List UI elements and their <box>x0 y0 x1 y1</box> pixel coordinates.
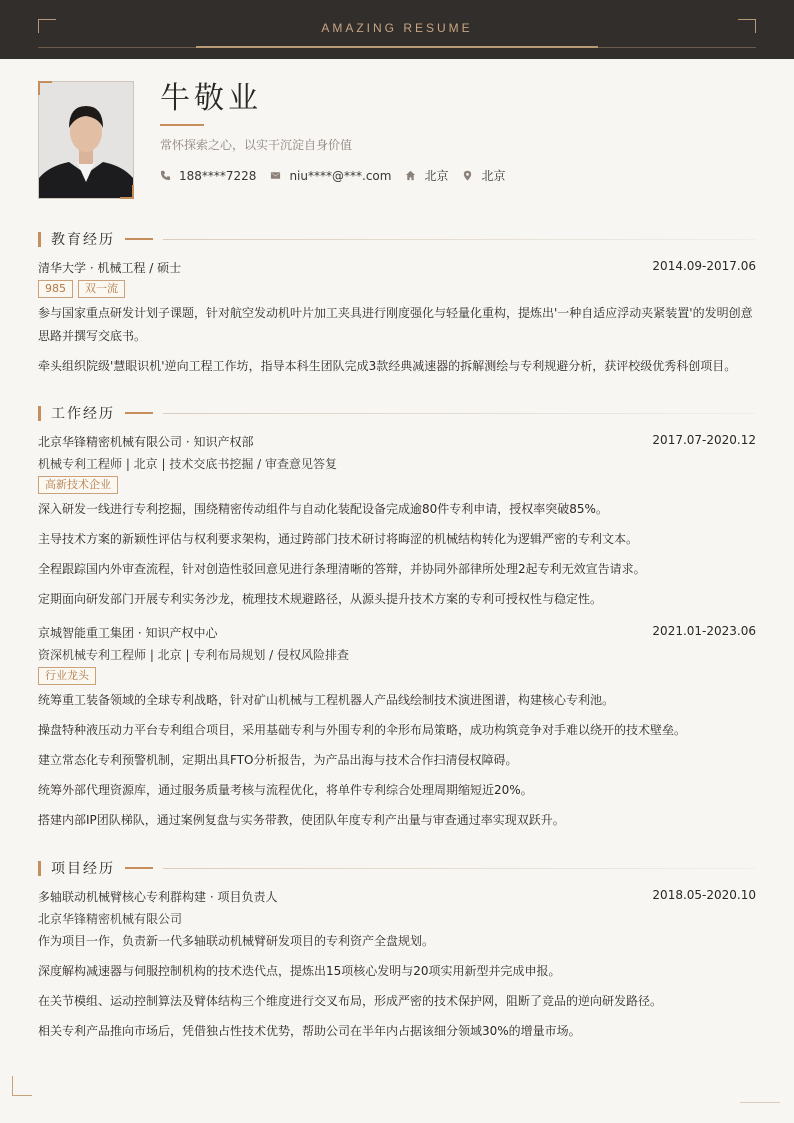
entry-paragraph: 搭建内部IP团队梯队，通过案例复盘与实务带教，使团队年度专利产出量与审查通过率实现双跃升。 <box>38 813 565 827</box>
entry-subtitle: 机械专利工程师 | 北京 | 技术交底书挖掘 / 审查意见答复 <box>38 457 338 471</box>
entry-date: 2021.01-2023.06 <box>652 624 756 638</box>
contact-email <box>270 169 391 183</box>
entry-date: 2018.05-2020.10 <box>652 888 756 902</box>
tag: 985 <box>38 280 73 298</box>
divider-accent <box>196 46 598 48</box>
entry-paragraph: 牵头组织院级'慧眼识机'逆向工程工作坊，指导本科生团队完成3款经典减速器的拆解测绘与专利规避分析，获评校级优秀科创项目。 <box>38 359 737 373</box>
entry-date: 2014.09-2017.06 <box>652 259 756 273</box>
name-underline <box>160 124 204 126</box>
contact-list <box>160 167 519 184</box>
section-title-text: 工作经历 <box>51 406 115 422</box>
entry-header <box>38 433 756 450</box>
section-title-projects <box>38 860 756 876</box>
entry-paragraph: 深度解构减速器与伺服控制机构的技术迭代点，提炼出15项核心发明与20项实用新型并完成申报。 <box>38 964 561 978</box>
brand-title: AMAZING RESUME <box>321 21 473 35</box>
entry-header <box>38 624 756 641</box>
tag-list <box>38 476 123 494</box>
contact-text: 北京 <box>424 169 449 183</box>
contact-home <box>405 167 448 184</box>
entry-paragraph: 参与国家重点研发计划子课题，针对航空发动机叶片加工夹具进行刚度强化与轻量化重构，提炼出'一种自适应浮动夹紧装置'的发明创意思路并撰写交底书。 <box>38 306 753 343</box>
corner-decoration <box>120 185 134 199</box>
section-title-education <box>38 231 756 247</box>
corner-decoration <box>12 1076 32 1096</box>
section-title-text: 项目经历 <box>51 861 115 877</box>
entry-paragraph: 深入研发一线进行专利挖掘，围绕精密传动组件与自动化装配设备完成逾80件专利申请，授权率突破85%。 <box>38 502 608 516</box>
tag-list <box>38 280 130 298</box>
tagline: 常怀探索之心，以实干沉淀自身价值 <box>160 138 353 152</box>
avatar <box>38 81 134 199</box>
entry-paragraph: 统筹重工装备领域的全球专利战略，针对矿山机械与工程机器人产品线绘制技术演进图谱，构建核心专利池。 <box>38 693 615 707</box>
entry-subtitle: 北京华锋精密机械有限公司 <box>38 912 183 926</box>
tag: 行业龙头 <box>38 667 96 685</box>
tag: 双一流 <box>78 280 125 298</box>
phone-icon <box>160 170 171 181</box>
entry-paragraph: 在关节模组、运动控制算法及臂体结构三个维度进行交叉布局，形成严密的技术保护网，阻断了竞品的逆向研发路径。 <box>38 994 663 1008</box>
tag: 高新技术企业 <box>38 476 118 494</box>
header-bar <box>0 0 794 59</box>
entry-title: 京城智能重工集团 · 知识产权中心 <box>38 626 218 640</box>
contact-phone <box>160 169 256 183</box>
entry-paragraph: 操盘特种液压动力平台专利组合项目，采用基础专利与外围专利的伞形布局策略，成功构筑竞争对手难以绕开的技术壁垒。 <box>38 723 687 737</box>
entry-paragraph: 主导技术方案的新颖性评估与权利要求架构，通过跨部门技术研讨将晦涩的机械结构转化为逻辑严密的专利文本。 <box>38 532 639 546</box>
portrait-image <box>39 82 133 198</box>
entry-paragraph: 全程跟踪国内外审查流程，针对创造性驳回意见进行条理清晰的答辩，并协同外部律所处理2起专利无效宣告请求。 <box>38 562 646 576</box>
entry-date: 2017.07-2020.12 <box>652 433 756 447</box>
entry-paragraph: 建立常态化专利预警机制，定期出具FTO分析报告，为产品出海与技术合作扫清侵权障碍。 <box>38 753 518 767</box>
contact-location <box>462 167 505 184</box>
section-title-text: 教育经历 <box>51 232 115 248</box>
entry-title: 多轴联动机械臂核心专利群构建 · 项目负责人 <box>38 890 278 904</box>
entry-subtitle: 资深机械专利工程师 | 北京 | 专利布局规划 / 侵权风险排查 <box>38 648 350 662</box>
person-name: 牛敬业 <box>160 81 262 116</box>
entry-header <box>38 888 756 905</box>
tag-list <box>38 667 101 685</box>
entry-header <box>38 259 756 276</box>
contact-text: 188****7228 <box>179 168 257 183</box>
entry-title: 北京华锋精密机械有限公司 · 知识产权部 <box>38 435 254 449</box>
mail-icon <box>270 170 281 181</box>
entry-paragraph: 统筹外部代理资源库，通过服务质量考核与流程优化，将单件专利综合处理周期缩短近20%。 <box>38 783 533 797</box>
contact-text: 北京 <box>481 169 506 183</box>
corner-decoration <box>740 1102 780 1103</box>
contact-text: niu****@***.com <box>289 168 392 183</box>
entry-title: 清华大学 · 机械工程 / 硕士 <box>38 261 182 275</box>
home-icon <box>405 170 416 181</box>
section-title-work <box>38 405 756 421</box>
location-icon <box>462 170 473 181</box>
corner-decoration <box>38 81 52 95</box>
entry-paragraph: 相关专利产品推向市场后，凭借独占性技术优势，帮助公司在半年内占据该细分领域30%的增量市场。 <box>38 1024 581 1038</box>
entry-paragraph: 定期面向研发部门开展专利实务沙龙，梳理技术规避路径，从源头提升技术方案的专利可授权性与稳定性。 <box>38 592 603 606</box>
entry-paragraph: 作为项目一作，负责新一代多轴联动机械臂研发项目的专利资产全盘规划。 <box>38 934 435 948</box>
